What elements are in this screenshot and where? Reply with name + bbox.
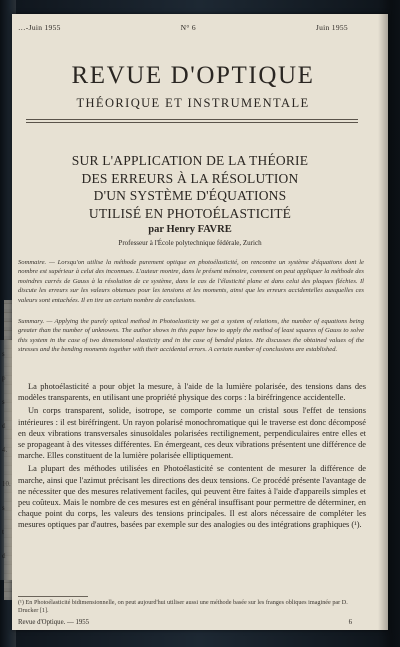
issue-date: Juin 1955 [315,23,348,32]
margin-mark: 10. [2,480,11,488]
issue-number: N° 6 [180,23,196,32]
footer-journal: Revue d'Optique. — 1955 [18,619,90,626]
divider-rule [26,119,358,120]
page-curl-shadow [378,0,400,647]
page-footer [18,619,352,626]
journal-subtitle: THÉORIQUE ET INSTRUMENTALE [76,96,310,110]
margin-mark: p [2,374,6,382]
article-title-line: D'UN SYSTÈME D'ÉQUATIONS [93,188,287,203]
author-affiliation: Professeur à l'École polytechnique fédérale, Zurich [118,239,262,247]
article-title [26,152,354,222]
margin-mark: d [2,552,6,560]
article-author: par Henry FAVRE [148,224,232,235]
abstract-english: Summary. — Applying the purely optical method in Photoelasticity we get a system of relations, the number of equations being greater than the number of unknowns. The author shows in this paper how to apply the method of least squares of Gauss to solve this system in the case of two dimensional elasticity and in the case of bended plates. He discusses the obtained values of the stresses and the bending moments together with their accidental errors. A certain number of conclusions are established. [18,318,364,354]
journal-page [12,14,388,630]
header-left: …-Juin 1955 [18,23,61,32]
article-title-line: UTILISÉ EN PHOTOÉLASTICITÉ [88,205,292,221]
body-paragraph: La plupart des méthodes utilisées en Photoélasticité se contentent de mesurer la différence de marche, ainsi que l'azimut précisant les directions des deux tensions. Ce procédé présente l'avantage de ne nécessiter que des mesures relativement faciles, qui peuvent être faites à l'aide d'appareils simples et peu coûteux. Mais le nombre de ces mesures est en général insuffisant pour permettre de déterminer, en chaque point du corps, les valeurs des tensions principales. Il est alors nécessaire de compléter les mesures optiques par d'autres, basées par exemple sur des analogies ou des intégrations graphiques (¹). [18,464,366,530]
margin-mark: s [2,398,5,406]
margin-mark: s [2,504,5,512]
previous-page-margin [0,340,12,580]
body-paragraph: Un corps transparent, solide, isotrope, se comporte comme un cristal sous l'effet de tensions intérieures : il est biréfringent. Un rayon polarisé monochromatique qui le traverse est donc décomposé en deux vibrations transversales sinusoïdales polarisées rectilignement, perpendiculaires entre elles et se propageant à des vitesses différentes. En émergeant, ces deux vibrations présentent une différence de marche. Elles constituent de la lumière polarisée elliptiquement. [18,406,366,461]
journal-title: REVUE D'OPTIQUE [71,62,315,89]
margin-mark: 4. [2,446,8,454]
page-number: 6 [348,619,352,626]
body-paragraph: La photoélasticité a pour objet la mesure, à l'aide de la lumière polarisée, des tensions dans des modèles transparents, en utilisant une propriété physique des corps : la biréfringence accidentelle. [18,382,366,403]
article-body [18,381,366,533]
footnote: (¹) En Photoélasticité bidimensionnelle, on peut aujourd'hui utiliser aussi une méthode basée sur les franges obliques imaginée par D. Drucker [1]. [18,599,348,614]
margin-mark: t [2,528,4,536]
divider-rule-thin [26,122,358,123]
running-head [18,23,348,32]
footnote-rule [18,596,88,597]
article-title-line: SUR L'APPLICATION DE LA THÉORIE [71,153,309,168]
margin-mark: d [2,422,6,430]
margin-mark: s [2,350,5,358]
abstract-french: Sommaire. — Lorsqu'on utilise la méthode purement optique en photoélasticité, on rencontre un système d'équations dont le nombre est supérieur à celui des inconnues. L'auteur montre, dans le présent mémoire, comment on peut appliquer la méthode des moindres carrés de Gauss à la résolution de ce système, dans le cas de l'élasticité plane et dans celui des plaques fléchies. Il discute les erreurs sur les valeurs obtenues pour les tensions et les moments, ainsi que les erreurs accidentelles auxquelles ces valeurs sont entachées. Il en tire un certain nombre de conclusions. [18,259,364,304]
article-title-line: DES ERREURS À LA RÉSOLUTION [81,170,299,186]
